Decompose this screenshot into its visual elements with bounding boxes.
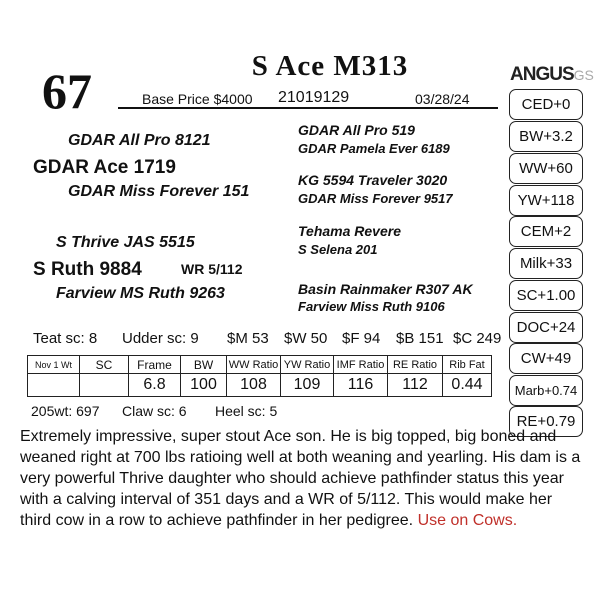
epd-cem: CEM+2 — [509, 216, 583, 247]
pedigree-dd-dam: Farview Miss Ruth 9106 — [298, 299, 445, 314]
value-bw: 100 — [181, 374, 227, 397]
pedigree-sd-sire: KG 5594 Traveler 3020 — [298, 172, 448, 188]
value-ww-ratio: 108 — [227, 374, 281, 397]
header-yw-ratio: YW Ratio — [281, 356, 334, 374]
header-nov1wt: Nov 1 Wt — [28, 356, 80, 374]
angus-gs-logo — [510, 64, 594, 86]
registration-number: 21019129 — [278, 89, 350, 106]
pedigree-ds-sire: Tehama Revere — [298, 223, 401, 239]
weight-205: 205wt: 697 — [31, 403, 100, 419]
animal-name: S Ace M313 — [251, 50, 409, 82]
pedigree-ss-sire: GDAR All Pro 519 — [298, 122, 415, 138]
epd-ced: CED+0 — [509, 89, 583, 120]
teat-score: Teat sc: 8 — [33, 330, 98, 347]
logo-suffix: GS — [573, 67, 594, 83]
pedigree-sd-dam: GDAR Miss Forever 9517 — [298, 191, 453, 206]
epd-bw: BW+3.2 — [509, 121, 583, 152]
info-line — [118, 89, 498, 109]
pedigree-dam-wr: WR 5/112 — [181, 261, 243, 277]
epd-cw: CW+49 — [509, 343, 583, 374]
header-rib-fat: Rib Fat — [443, 356, 492, 374]
value-frame: 6.8 — [129, 374, 181, 397]
value-re-ratio: 112 — [388, 374, 443, 397]
pedigree-sire: GDAR Ace 1719 — [33, 157, 176, 178]
base-price: Base Price $4000 — [142, 91, 253, 107]
description-text: Extremely impressive, super stout Ace son. He is big topped, big boned and weaned right at 700 lbs ratioing well at both weaning and yearling. His dam is a very powerful Thrive daughter who should achieve pathfinder status this year with a calving interval of 351 days and a WR of 5/112. This would make her third cow in a row to achieve pathfinder in her pedigree. — [20, 428, 581, 529]
description — [20, 426, 585, 531]
header-ww-ratio: WW Ratio — [227, 356, 281, 374]
epd-doc: DOC+24 — [509, 312, 583, 343]
header-sc: SC — [80, 356, 129, 374]
logo-main: ANGUS — [510, 64, 574, 85]
heel-score: Heel sc: 5 — [215, 403, 278, 419]
epd-ww: WW+60 — [509, 153, 583, 184]
value-yw-ratio: 109 — [281, 374, 334, 397]
performance-header-row — [28, 356, 492, 374]
epd-marb: Marb+0.74 — [509, 375, 583, 406]
pedigree-dam-dam: Farview MS Ruth 9263 — [56, 285, 225, 302]
pedigree-dam-sire: S Thrive JAS 5515 — [56, 234, 195, 251]
pedigree-dd-sire: Basin Rainmaker R307 AK — [298, 281, 473, 297]
epd-sc: SC+1.00 — [509, 280, 583, 311]
pedigree-sire-dam: GDAR Miss Forever 151 — [68, 183, 250, 200]
value-rib-fat: 0.44 — [443, 374, 492, 397]
value-nov1wt — [28, 374, 80, 397]
value-imf-ratio: 116 — [334, 374, 388, 397]
index-c: $C 249 — [453, 330, 502, 347]
pedigree-ss-dam: GDAR Pamela Ever 6189 — [298, 141, 450, 156]
pedigree-ds-dam: S Selena 201 — [298, 242, 378, 257]
index-b: $B 151 — [396, 330, 444, 347]
index-m: $M 53 — [227, 330, 269, 347]
performance-table — [27, 355, 492, 397]
udder-score: Udder sc: 9 — [122, 330, 199, 347]
header-frame: Frame — [129, 356, 181, 374]
pedigree-sire-sire: GDAR All Pro 8121 — [68, 132, 211, 149]
value-sc — [80, 374, 129, 397]
usage-note: Use on Cows. — [417, 512, 518, 529]
epd-milk: Milk+33 — [509, 248, 583, 279]
lot-number: 67 — [42, 63, 92, 119]
epd-yw: YW+118 — [509, 185, 583, 216]
performance-value-row — [28, 374, 492, 397]
index-w: $W 50 — [284, 330, 328, 347]
header-re-ratio: RE Ratio — [388, 356, 443, 374]
claw-score: Claw sc: 6 — [122, 403, 187, 419]
index-f: $F 94 — [342, 330, 381, 347]
pedigree-dam: S Ruth 9884 — [33, 259, 142, 280]
epd-re: RE+0.79 — [509, 406, 583, 437]
header-bw: BW — [181, 356, 227, 374]
birth-date: 03/28/24 — [415, 91, 470, 107]
header-imf-ratio: IMF Ratio — [334, 356, 388, 374]
